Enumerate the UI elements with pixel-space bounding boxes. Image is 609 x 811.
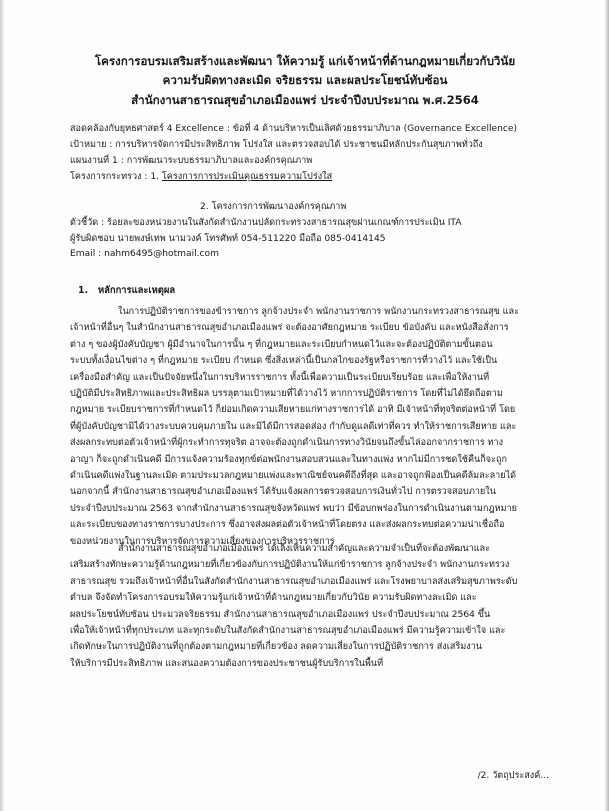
paragraph-line: กฎหมาย ระเบียบราชการที่กำหนดไว้ ก็ย่อมเกิดความเสียหายแก่ทางราชการได้ อาทิ มีเจ้าหน้าที่ทุจริตต่อหน้าที่ โดย [70, 405, 516, 416]
continued-note: /2. วัตถุประสงค์... [477, 771, 549, 781]
paragraph-line: ส่งผลกระทบต่อตัวเจ้าหน้าที่ผู้กระทำการทุจริต อาจจะต้องถูกดำเนินการทางวินัยจนถึงขั้นไล่ออกจากราชการ ทาง [70, 438, 504, 449]
section-number: 1. [78, 285, 89, 296]
indicator-line: ตัวชี้วัด : ร้อยละของหน่วยงานในสังกัดสำนักงานปลัดกระทรวงสาธารณสุขผ่านเกณฑ์การประเมิน ITA [70, 218, 462, 228]
paragraph-line: เพื่อให้เจ้าหน้าที่ทุกประเภท และทุกระดับในสังกัดสำนักงานสาธารณสุขอำเภอเมืองแพร่ มีความรู้ความเข้าใจ และ [70, 626, 506, 637]
paragraph-line: ปฏิบัติมีประสิทธิภาพและประสิทธิผล บรรลุตามเป้าหมายที่ได้วางไว้ หากการปฏิบัติราชการ โดยที่ไม่ได้ยึดถือตาม [70, 389, 503, 400]
document-title-line-3: สำนักงานสาธารณสุขอำเภอเมืองแพร่ ประจำปีงบประมาณ พ.ศ.2564 [131, 93, 479, 107]
ministry-project-1: โครงการการประเมินคุณธรรมความโปร่งใส [161, 172, 333, 182]
paragraph-line: เครื่องมือสำคัญ และเป็นปัจจัยหนึ่งในการบริหารราชการ ทั้งนี้เพื่อความเป็นระเบียบเรียบร้อย และเพื่อให้งานที่ [70, 372, 490, 383]
scan-edge-right [605, 0, 609, 811]
paragraph-rationale-2 [70, 541, 550, 672]
paragraph-line: ให้บริการมีประสิทธิภาพ และสนองความต้องการของประชาชนผู้รับบริการในพื้นที่ [70, 658, 384, 669]
document-title-line-2: ความรับผิดทางละเมิด จริยธรรม และผลประโยชน์ทับซ้อน [162, 73, 448, 87]
responsible-line: ผู้รับผิดชอบ นายพงษ์เทพ นามวงค์ โทรศัพท์ 054-511220 มือถือ 085-0414145 [70, 234, 386, 244]
paragraph-line: ผลประโยชน์ทับซ้อน ประมวลจริยธรรม สำนักงานสาธารณสุขอำเภอเมืองแพร่ ประจำปีงบประมาณ 2564 ขึ้น [70, 609, 491, 620]
paragraph-rationale-1 [70, 304, 550, 550]
paragraph-line: ระบบทั้งเงื่อนไขต่าง ๆ ที่กฎหมาย ระเบียบ กำหนด ซึ่งสิ่งเหล่านี้เป็นกลไกของรัฐหรือราชการที่วางไว้ และใช้เป็น [70, 356, 498, 367]
document-title-line-1: โครงการอบรมเสริมสร้างและพัฒนา ให้ความรู้ แก่เจ้าหน้าที่ด้านกฎหมายเกี่ยวกับวินัย [94, 54, 516, 68]
paragraph-line: สำนักงานสาธารณสุขอำเภอเมืองแพร่ ได้เล็งเห็นความสำคัญและความจำเป็นที่จะต้องพัฒนาและ [118, 544, 491, 554]
paragraph-line: ดำเนินคดีแพ่งในฐานละเมิด ตามประมวลกฎหมายแพ่งและพาณิชย์จนคดีถึงที่สุด และอาจถูกฟ้องเป็นคดีล้มละลายได้ [70, 471, 517, 482]
paragraph-line: เกิดทักษะในการปฏิบัติงานที่ถูกต้องตามกฎหมายที่เกี่ยวข้อง ลดความเสี่ยงในการปฏิบัติราชการ ส่งเสริมงาน [70, 642, 483, 653]
paragraph-line: เสริมสร้างทักษะความรู้ด้านกฎหมายที่เกี่ยวข้องกับการปฏิบัติงานให้แก่ข้าราชการ ลูกจ้างประจำ พนักงานกระทรวง [70, 560, 510, 571]
paragraph-line: นอกจากนี้ สำนักงานสาธารณสุขอำเภอเมืองแพร่ ได้รับแจ้งผลการตรวจสอบการเงินทั่วไป การตรวจสอบภายใน [70, 487, 496, 498]
email-line: Email : nahm6495@hotmail.com [70, 249, 219, 259]
ministry-project-line [70, 170, 332, 185]
goal-line: เป้าหมาย : การบริหารจัดการมีประสิทธิภาพ โปร่งใส และตรวจสอบได้ ประชาชนมีหลักประกันสุขภาพทั่วถึง [70, 140, 483, 150]
ministry-project-label: โครงการกระทรวง : 1. [70, 172, 162, 182]
paragraph-line: อาญา ก็จะถูกดำเนินคดี มีการแจ้งความร้องทุกข์ต่อพนักงานสอบสวนและในทางแพ่ง หากไม่มีการชดใช้คืนก็จะถูก [70, 454, 507, 465]
paragraph-line: สาธารณสุข รวมถึงเจ้าหน้าที่อื่นในสังกัดสำนักงานสาธารณสุขอำเภอเมืองแพร่ และโรงพยาบาลส่งเสริมสุขภาพระดับ [70, 576, 518, 587]
plan-line [70, 154, 312, 169]
paragraph-line: ต่าง ๆ ของผู้บังคับบัญชา ผู้มีอำนาจในการนั้น ๆ ที่กฎหมายและระเบียบกำหนดไว้และจะต้องปฏิบัติตามขั้นตอน [70, 339, 493, 350]
paragraph-line: ของหน่วยงานในการบริหารจัดการความเสี่ยงของการบริหารราชการ [70, 536, 335, 547]
strategy-line: สอดคล้องกับยุทธศาสตร์ 4 Excellence : ข้อที่ 4 ด้านบริหารเป็นเลิศด้วยธรรมาภิบาล (Governance Excellence) [70, 124, 517, 134]
plan-value: การพัฒนาระบบธรรมาภิบาลและองค์กรคุณภาพ [126, 156, 313, 166]
ministry-project-2: 2. โครงการการพัฒนาองค์กรคุณภาพ [200, 202, 347, 212]
paragraph-line: ในการปฏิบัติราชการของข้าราชการ ลูกจ้างประจำ พนักงานราชการ พนักงานกระทรวงสาธารณสุข และ [118, 307, 519, 317]
paragraph-line: ประจำปีงบประมาณ 2563 จากสำนักงานสาธารณสุขจังหวัดแพร่ พบว่า มีข้อบกพร่องในการดำเนินงานตามกฎหมาย [70, 503, 517, 514]
section-heading [78, 283, 175, 298]
paragraph-line: และระเบียบของทางราชการบางประการ ซึ่งอาจส่งผลต่อตัวเจ้าหน้าที่โดยตรง และส่งผลกระทบต่อความน่าเชื่อถือ [70, 520, 505, 531]
scan-edge-left [0, 0, 4, 811]
paragraph-line: ตำบล จึงจัดทำโครงการอบรมให้ความรู้แก่เจ้าหน้าที่ด้านกฎหมายเกี่ยวกับวินัย ความรับผิดทางละเมิด และ [70, 593, 477, 604]
paragraph-line: ที่ผู้บังคับบัญชามิได้วางระบบควบคุมภายใน และมิได้มีการสอดส่อง กำกับดูแลดีเท่าที่ควร ทำให้ราชการเสียหาย และ [70, 421, 517, 432]
paragraph-line: เจ้าหน้าที่อื่นๆ ในสำนักงานสาธารณสุขอำเภอเมืองแพร่ จะต้องอาศัยกฎหมาย ระเบียบ ข้อบังคับ และหนังสือสั่งการ [70, 323, 509, 334]
plan-label: แผนงานที่ 1 : [70, 156, 127, 166]
section-title: หลักการและเหตุผล [98, 285, 176, 296]
